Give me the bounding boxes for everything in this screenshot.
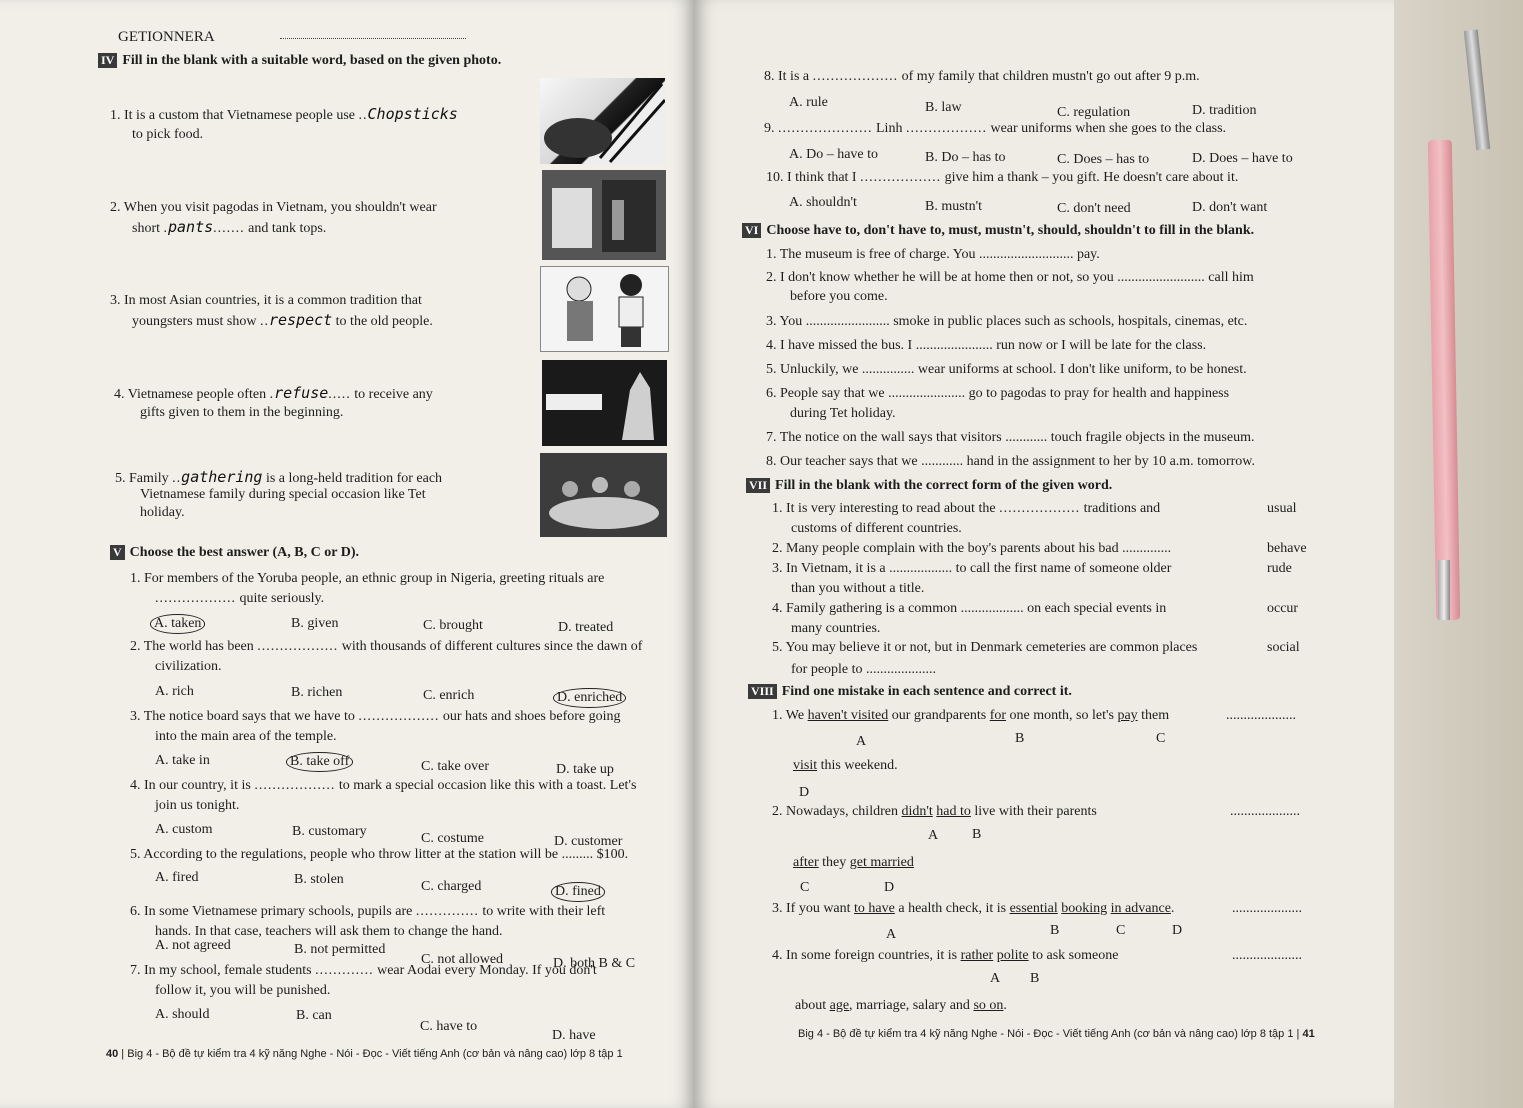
s8-q4-line1: 4. In some foreign countries, it is rather polite to ask someone [772,948,1119,963]
s5-q8-opt-d[interactable]: D. tradition [1192,103,1257,118]
s8-q3-answer-blank[interactable]: .................... [1232,901,1302,916]
section-6-heading: VI Choose have to, don't have to, must, mustn't, should, shouldn't to fill in the blank. [742,222,1254,240]
s5-q6-line1: 6. In some Vietnamese primary schools, pupils are .............. to write with their left [130,904,606,919]
s5-q1-opt-c[interactable]: C. brought [423,618,483,633]
s4-q4-line2: gifts given to them in the beginning. [140,405,344,420]
s5-q10-opt-d[interactable]: D. don't want [1192,200,1268,215]
s7-q1-line1: 1. It is very interesting to read about the .................. traditions and [772,501,1161,516]
s6-q5: 5. Unluckily, we ............... wear uniforms at school. I don't like uniform, to be honest. [766,362,1247,377]
s8-q2-label-c: C [800,880,810,895]
s8-q4-label-b: B [1030,971,1040,986]
photo-family-gathering [540,453,667,537]
s8-q1-label-c: C [1156,731,1166,746]
s5-q8-opt-a[interactable]: A. rule [789,95,828,110]
s5-q10-opt-c[interactable]: C. don't need [1057,201,1131,216]
pen-tip-icon [1438,560,1450,620]
s6-q3: 3. You ........................ smoke in public places such as schools, hospitals, cinemas, etc. [766,314,1248,329]
s5-q6-line2: hands. In that case, teachers will ask them to change the hand. [155,924,503,939]
s4-q1-line2: to pick food. [132,127,204,142]
s8-q3-label-b: B [1050,923,1060,938]
s5-q5-opt-c[interactable]: C. charged [421,879,482,894]
s5-q5-line1: 5. According to the regulations, people who throw litter at the station will be ......... $100. [130,847,629,862]
s5-q2-opt-c[interactable]: C. enrich [423,688,475,703]
elderly-people-icon [541,267,668,351]
s5-q9-opt-c[interactable]: C. Does – has to [1057,152,1150,167]
s7-q5-word: social [1267,640,1300,655]
s8-q2-line1: 2. Nowadays, children didn't had to live with their parents [772,804,1097,819]
s8-q3-line1: 3. If you want to have a health check, it is essential booking in advance. [772,901,1175,916]
s7-q2: 2. Many people complain with the boy's parents about his bad .............. [772,541,1172,556]
s5-q7-line1: 7. In my school, female students ............. wear Aodai every Monday. If you don't [130,963,597,978]
s8-q2-label-d: D [884,880,895,895]
s6-q1: 1. The museum is free of charge. You ........................... pay. [766,247,1100,262]
s8-q1-line1: 1. We haven't visited our grandparents for one month, so let's pay them [772,708,1170,723]
s7-q5-line2: for people to .................... [791,662,937,677]
s5-q4-opt-b[interactable]: B. customary [292,824,367,839]
s5-q3-opt-c[interactable]: C. take over [421,759,490,774]
section-8-heading: VIII Find one mistake in each sentence and correct it. [748,683,1072,701]
s5-q9-line1: 9. ..................... Linh .................. wear uniforms when she goes to the class. [764,121,1227,136]
s7-q5-line1: 5. You may believe it or not, but in Denmark cemeteries are common places [772,640,1198,655]
header-underline [280,38,466,39]
s4-q3-line1: 3. In most Asian countries, it is a common tradition that [110,293,422,308]
s4-q5-line1: 5. Family ..gathering is a long-held tradition for each [115,468,443,486]
section-7-heading: VII Fill in the blank with the correct form of the given word. [746,477,1112,495]
s5-q6-opt-a[interactable]: A. not agreed [155,938,231,953]
s7-q4-word: occur [1267,601,1299,616]
s4-q5-answer[interactable]: gathering [181,468,263,486]
s5-q2-opt-a[interactable]: A. rich [155,684,194,699]
s5-q4-opt-c[interactable]: C. costume [421,831,484,846]
s7-q3-line1: 3. In Vietnam, it is a .................. to call the first name of someone older [772,561,1172,576]
s5-q2-line1: 2. The world has been .................. with thousands of different cultures since the dawn of [130,639,643,654]
left-footer: 40 | Big 4 - Bộ đề tự kiểm tra 4 kỹ năng Nghe - Nói - Đọc - Viết tiếng Anh (cơ bản và nâng cao) lớp 8 tập 1 [106,1048,623,1060]
s5-q4-opt-a[interactable]: A. custom [155,822,213,837]
s5-q1-line2: .................. quite seriously. [155,591,325,606]
s8-q2-label-b: B [972,827,982,842]
s5-q6-opt-c[interactable]: C. not allowed [421,952,504,967]
s6-q4: 4. I have missed the bus. I ...................... run now or I will be late for the class. [766,338,1207,353]
s5-q1-line1: 1. For members of the Yoruba people, an ethnic group in Nigeria, greeting rituals are [130,571,605,586]
s5-q10-opt-a[interactable]: A. shouldn't [789,195,857,210]
right-page [694,0,1394,1108]
s8-q4-label-a: A [990,971,1001,986]
s5-q7-opt-b[interactable]: B. can [296,1008,332,1023]
s5-q8-line1: 8. It is a ................... of my family that children mustn't go out after 9 p.m. [764,69,1200,84]
s5-q9-opt-d[interactable]: D. Does – have to [1192,151,1293,166]
s8-q2-answer-blank[interactable]: .................... [1230,804,1300,819]
s8-q1-label-b: B [1015,731,1025,746]
right-footer: Big 4 - Bộ đề tự kiểm tra 4 kỹ năng Nghe - Nói - Đọc - Viết tiếng Anh (cơ bản và nâng cao) lớp 8 tập 1 | 41 [798,1028,1315,1040]
chopsticks-icon [540,78,665,164]
s5-q8-opt-c[interactable]: C. regulation [1057,105,1131,120]
s5-q5-opt-a[interactable]: A. fired [155,870,199,885]
s7-q3-line2: than you without a title. [791,581,925,596]
section-number: IV [98,53,117,68]
s4-q2-line1: 2. When you visit pagodas in Vietnam, you shouldn't wear [110,200,437,215]
s4-q4-answer[interactable]: refuse [274,384,329,402]
s5-q10-opt-b[interactable]: B. mustn't [925,199,982,214]
s4-q2-answer[interactable]: pants [168,218,214,236]
s8-q2-line2: after they get married [793,855,914,870]
s5-q4-line2: join us tonight. [155,798,240,813]
s5-q6-opt-b[interactable]: B. not permitted [294,942,386,957]
section-title: Fill in the blank with a suitable word, based on the given photo. [122,53,502,68]
s6-q6-cont: during Tet holiday. [790,406,896,421]
s6-q8: 8. Our teacher says that we ............ hand in the assignment to her by 10 a.m. tomorrow. [766,454,1255,469]
s5-q1-opt-b[interactable]: B. given [291,616,339,631]
s4-q1-answer[interactable]: Chopsticks [367,105,458,123]
photo-pagoda [542,170,666,260]
s5-q5-opt-d[interactable]: D. fined [551,882,605,902]
s5-q9-opt-b[interactable]: B. Do – has to [925,150,1006,165]
page-number: 40 [106,1048,119,1060]
s5-q1-opt-a[interactable]: A. taken [150,614,205,634]
s5-q3-line2: into the main area of the temple. [155,729,337,744]
s7-q4-line1: 4. Family gathering is a common .................. on each special events in [772,601,1167,616]
s6-q2: 2. I don't know whether he will be at home then or not, so you ......................... call him [766,270,1254,285]
s5-q4-opt-d[interactable]: D. customer [554,834,623,849]
s8-q3-label-a: A [886,927,897,942]
s4-q5-line2: Vietnamese family during special occasion like Tet [140,487,426,502]
s5-q2-line2: civilization. [155,659,222,674]
s5-q7-opt-c[interactable]: C. have to [420,1019,478,1034]
s5-q2-opt-b[interactable]: B. richen [291,685,343,700]
s5-q4-line1: 4. In our country, it is .................. to mark a special occasion like this with a toast. Let's [130,778,637,793]
s5-q7-opt-a[interactable]: A. should [155,1007,210,1022]
s8-q1-answer-blank[interactable]: .................... [1226,708,1296,723]
s5-q7-opt-d[interactable]: D. have [552,1028,596,1043]
s4-q5-line3: holiday. [140,505,185,520]
s4-q3-line2: youngsters must show ..respect to the old people. [132,311,433,329]
s8-q1-line2: visit this weekend. [793,758,898,773]
photo-chopsticks [540,78,665,164]
s4-q1-line1: 1. It is a custom that Vietnamese people use ..Chopsticks [110,105,458,123]
s7-q3-word: rude [1267,561,1292,576]
s6-q7: 7. The notice on the wall says that visitors ............ touch fragile objects in the museum. [766,430,1255,445]
s4-q3-answer[interactable]: respect [268,311,333,329]
s6-q2-cont: before you come. [790,289,888,304]
s5-q8-opt-b[interactable]: B. law [925,100,962,115]
s5-q3-opt-b[interactable]: B. take off [286,752,353,772]
s8-q4-line2: about age, marriage, salary and so on. [795,998,1007,1013]
page-number: 41 [1302,1028,1315,1040]
s8-q3-label-d: D [1172,923,1183,938]
s5-q1-opt-d[interactable]: D. treated [558,620,614,635]
s8-q2-label-a: A [928,828,939,843]
section-4-heading [98,52,501,70]
section-5-heading: V Choose the best answer (A, B, C or D). [110,544,359,562]
s4-q4-line1: 4. Vietnamese people often .refuse..... to receive any [114,384,433,402]
s4-q2-line2: short .pants....... and tank tops. [132,218,327,236]
s8-q4-answer-blank[interactable]: .................... [1232,948,1302,963]
s5-q10-line1: 10. I think that I .................. give him a thank – you gift. He doesn't care about it. [766,170,1239,185]
s8-q1-label-d: D [799,785,810,800]
s8-q3-label-c: C [1116,923,1126,938]
photo-respect [540,266,669,352]
s5-q7-line2: follow it, you will be punished. [155,983,331,998]
s5-q3-opt-a[interactable]: A. take in [155,753,210,768]
pagoda-icon [542,170,666,260]
photo-refuse-gift [542,360,667,446]
family-dinner-icon [540,453,667,537]
s8-q1-label-a: A [856,734,867,749]
s7-q2-word: behave [1267,541,1307,556]
s7-q1-word: usual [1267,501,1297,516]
s5-q6-opt-d[interactable]: D. both B & C [553,956,636,971]
left-page [0,0,694,1108]
s5-q3-opt-d[interactable]: D. take up [556,762,614,777]
s7-q4-line2: many countries. [791,621,881,636]
s5-q2-opt-d[interactable]: D. enriched [553,688,626,708]
s5-q5-opt-b[interactable]: B. stolen [294,872,344,887]
s5-q3-line1: 3. The notice board says that we have to .................. our hats and shoes before going [130,709,621,724]
s6-q6: 6. People say that we ...................... go to pagodas to pray for health and happiness [766,386,1230,401]
s7-q1-line2: customs of different countries. [791,521,962,536]
hand-refuse-icon [542,360,667,446]
s5-q9-opt-a[interactable]: A. Do – have to [789,147,879,162]
page-header: GETIONNERA [118,29,215,45]
